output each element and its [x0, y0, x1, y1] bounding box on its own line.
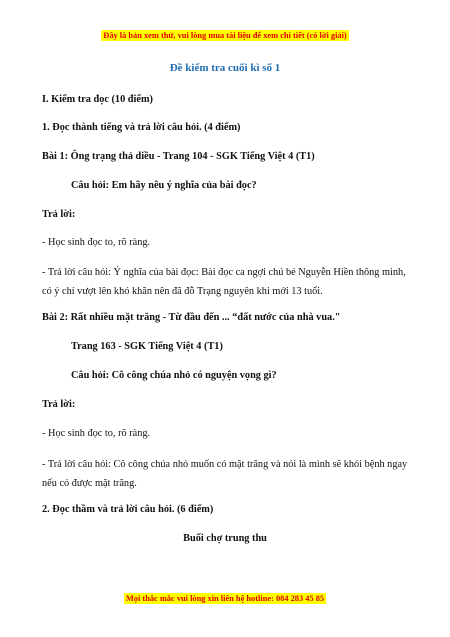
- bai-1-answer-label: Trả lời:: [42, 209, 76, 220]
- reading-title: Buổi chợ trung thu: [183, 533, 267, 544]
- bai-1-answer-2: - Trả lời câu hỏi: Ý nghĩa của bài đọc: Bài đọc ca ngợi chú bé Nguyễn Hiền thông minh, có ý chí vượt lên khó khăn nên đã đỗ Trạng nguyên khi mới 13 tuổi.: [42, 267, 406, 297]
- hotline-notice-text: Mọi thắc mắc vui lòng xin liên hệ hotline: 084 283 45 85: [125, 594, 325, 603]
- section-heading: I. Kiểm tra đọc (10 điểm): [42, 94, 153, 105]
- part-2-heading: 2. Đọc thầm và trả lời câu hỏi. (6 điểm): [42, 504, 214, 515]
- hotline-notice-banner: [0, 588, 450, 606]
- bai-2-answer-1: - Học sinh đọc to, rõ ràng.: [42, 428, 151, 439]
- part-1-heading: 1. Đọc thành tiếng và trả lời câu hỏi. (4 điểm): [42, 122, 241, 133]
- bai-1-answer-1: - Học sinh đọc to, rõ ràng.: [42, 237, 151, 248]
- bai-2-subheading: Trang 163 - SGK Tiếng Việt 4 (T1): [71, 341, 223, 352]
- bai-1-question: Câu hỏi: Em hãy nêu ý nghĩa của bài đọc?: [71, 180, 257, 191]
- bai-1-heading: Bài 1: Ông trạng thả diều - Trang 104 - SGK Tiếng Việt 4 (T1): [42, 151, 315, 162]
- preview-notice-text: Đây là bản xem thử, vui lòng mua tài liệu để xem chi tiết (có lời giải): [103, 31, 347, 40]
- document-title: Đề kiểm tra cuối kì số 1: [169, 62, 281, 74]
- bai-2-question: Câu hỏi: Cô công chúa nhỏ có nguyện vọng gì?: [71, 370, 277, 381]
- preview-notice-banner: [0, 25, 450, 43]
- bai-2-heading: Bài 2: Rất nhiều mặt trăng - Từ đầu đến ... “đất nước của nhà vua.": [42, 312, 341, 323]
- bai-2-answer-label: Trả lời:: [42, 399, 76, 410]
- bai-2-answer-2: - Trả lời câu hỏi: Cô công chúa nhỏ muốn có mặt trăng và nói là mình sẽ khỏi bệnh ngay nếu có được mặt trăng.: [42, 459, 408, 489]
